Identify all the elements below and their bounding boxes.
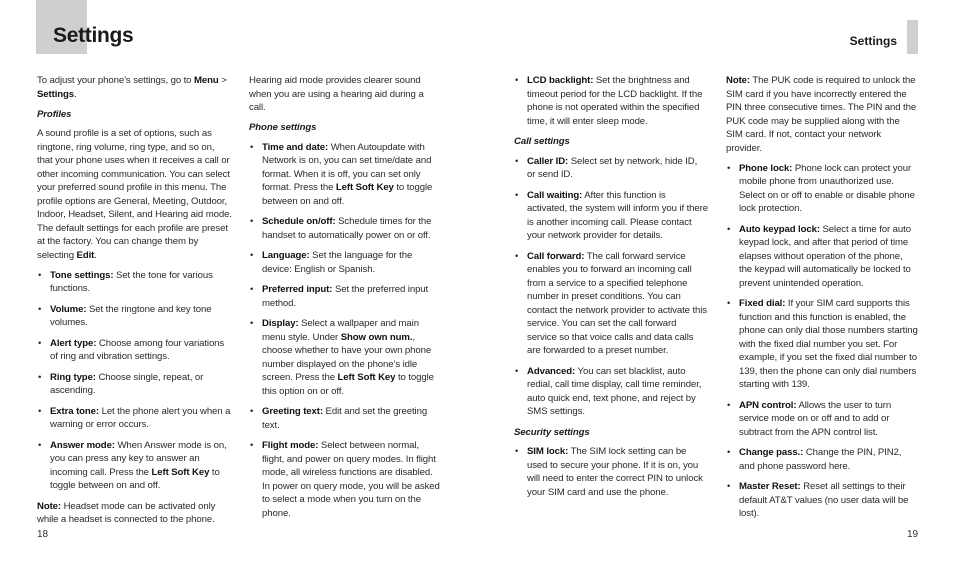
column-3 xyxy=(514,74,708,506)
page-title: Settings xyxy=(53,24,134,47)
list-item: • APN control: Allows the user to turn service mode on or off and to add or subtract from the APN control list. xyxy=(726,399,918,440)
security-settings-list xyxy=(514,445,708,499)
display-settings-list xyxy=(514,74,708,128)
phone-settings-list xyxy=(249,141,441,521)
list-item: • Extra tone: Let the phone alert you when a warning or error occurs. xyxy=(37,405,232,432)
headset-note: Note: Headset mode can be activated only while a headset is connected to the phone. xyxy=(37,500,216,525)
phone-settings-heading: Phone settings xyxy=(249,122,317,133)
intro-paragraph: To adjust your phone’s settings, go to Menu > Settings. xyxy=(37,75,227,100)
list-item: • SIM lock: The SIM lock setting can be used to secure your phone. If it is on, you will need to enter the correct PIN to unlock your SIM card and use the phone. xyxy=(514,445,708,499)
list-item: • Volume: Set the ringtone and key tone volumes. xyxy=(37,303,232,330)
page-number-left: 18 xyxy=(37,529,49,540)
list-item: • Flight mode: Select between normal, flight, and power on query modes. In flight mode, all wireless functions are disabled. In power on query mode, you will be asked to select a mode when you turn on the phone. xyxy=(249,439,441,520)
list-item: • Tone settings: Set the tone for various functions. xyxy=(37,269,232,296)
list-item: • Auto keypad lock: Select a time for auto keypad lock, and after that period of time elapses without operation of the phone, the keypad will automatically be locked to prevent unintended operation. xyxy=(726,223,918,291)
list-item: • Call waiting: After this function is activated, the system will inform you if there is another incoming call. Please contact your network provider for details. xyxy=(514,189,708,243)
column-2 xyxy=(249,74,441,527)
list-item: • Time and date: When Autoupdate with Network is on, you can set time/date and format. When it is off, you can set only format. Press the Left Soft Key to toggle between on and off. xyxy=(249,141,441,209)
security-settings-heading: Security settings xyxy=(514,426,590,438)
list-item: • Advanced: You can set blacklist, auto redial, call time display, call time reminder, auto quick end, text phone, and reject by SMS settings. xyxy=(514,365,708,419)
list-item: • Preferred input: Set the preferred input method. xyxy=(249,283,441,310)
column-1 xyxy=(37,74,232,533)
list-item: • Change pass.: Change the PIN, PIN2, and phone password here. xyxy=(726,446,918,473)
list-item: • Ring type: Choose single, repeat, or ascending. xyxy=(37,371,232,398)
running-header: Settings xyxy=(849,34,897,48)
profiles-paragraph: A sound profile is a set of options, such as ringtone, ring volume, ring type, and so on, that your phone uses when it receives a call or other incoming communication. You can select your preferred sound profile in this menu. The profile options are General, Meeting, Outdoor, Indoor, Headset, Silent, and Hearing aid mode. The default settings for each profile are preset at the factory. You can change them by selecting Edit. xyxy=(37,128,232,261)
call-settings-heading: Call settings xyxy=(514,136,570,147)
profile-options-list xyxy=(37,269,232,493)
list-item: • Schedule on/off: Schedule times for the handset to automatically power on or off. xyxy=(249,215,441,242)
list-item: • Language: Set the language for the device: English or Spanish. xyxy=(249,249,441,276)
column-4 xyxy=(726,74,918,528)
list-item: • Master Reset: Reset all settings to their default AT&T values (no user data will be lost). xyxy=(726,480,918,521)
list-item: • LCD backlight: Set the brightness and timeout period for the LCD backlight. If the phone is not operated within the specified time, it will enter sleep mode. xyxy=(514,74,708,128)
profiles-heading: Profiles xyxy=(37,108,72,120)
list-item: • Alert type: Choose among four variations of ring and vibration settings. xyxy=(37,337,232,364)
security-options-list xyxy=(726,162,918,521)
list-item: • Fixed dial: If your SIM card supports this function and this function is enabled, the phone can only dial those numbers starting with the fixed dial number you set. For example, if you set the fixed dial number to 139, then the phone can only dial numbers starting with 139. xyxy=(726,297,918,392)
hearing-aid-paragraph: Hearing aid mode provides clearer sound when you are using a hearing aid during a call. xyxy=(249,75,424,113)
page-number-right: 19 xyxy=(907,529,919,540)
puk-note: Note: The PUK code is required to unlock the SIM card if you have incorrectly entered the PIN three consecutive times. The PIN and the PUK code may be supplied along with the SIM card. If not, contact your network provider. xyxy=(726,75,917,154)
list-item: • Greeting text: Edit and set the greeting text. xyxy=(249,405,441,432)
list-item: • Caller ID: Select set by network, hide ID, or send ID. xyxy=(514,155,708,182)
list-item: • Display: Select a wallpaper and main menu style. Under Show own num., choose whether to have your own phone number displayed on the phone’s idle screen. Press the Left Soft Key to toggle this option on or off. xyxy=(249,317,441,398)
list-item: • Call forward: The call forward service enables you to forward an incoming call from a service to a specified telephone number in preset conditions. You can contact the network provider to activate this service. You can set the call forward service so that voice calls and data calls are forwarded to a preset number. xyxy=(514,250,708,358)
list-item: • Phone lock: Phone lock can protect your mobile phone from unauthorized use. Select on or off to enable or disable phone lock protection. xyxy=(726,162,918,216)
header-tab-right xyxy=(907,20,918,54)
list-item: • Answer mode: When Answer mode is on, you can press any key to answer an incoming call. Press the Left Soft Key to toggle between on and off. xyxy=(37,439,232,493)
call-settings-list xyxy=(514,155,708,419)
